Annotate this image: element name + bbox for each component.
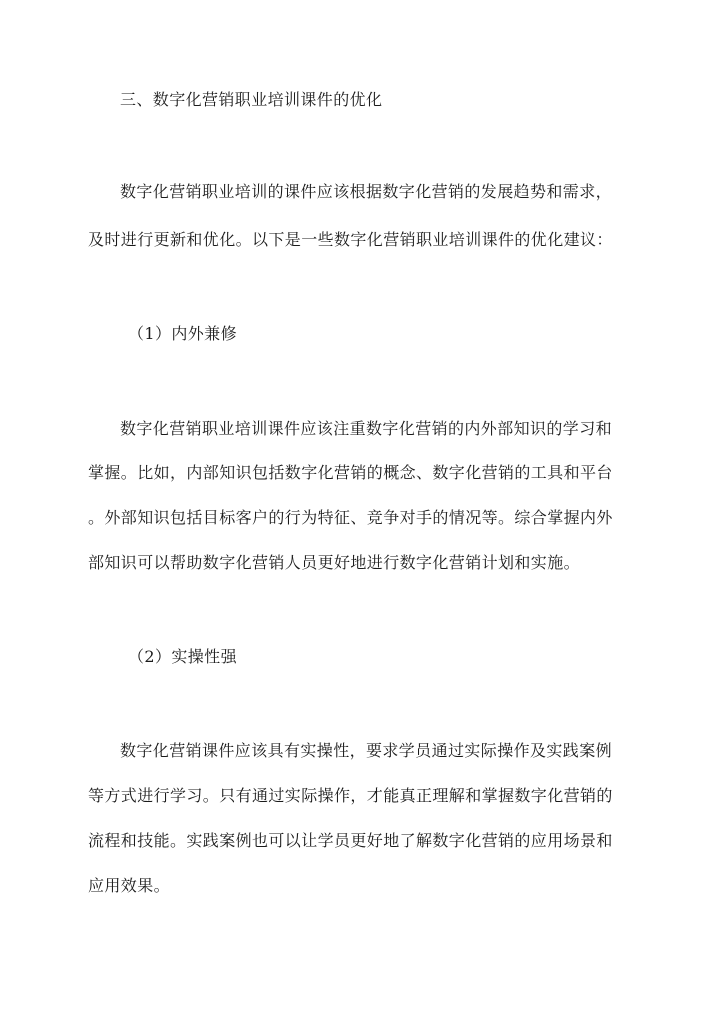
point-1-paragraph-line-4: 部知识可以帮助数字化营销人员更好地进行数字化营销计划和实施。 bbox=[88, 553, 581, 572]
point-2-paragraph-line-1: 数字化营销课件应该具有实操性，要求学员通过实际操作及实践案例 bbox=[120, 741, 613, 760]
section-heading: 三、数字化营销职业培训课件的优化 bbox=[120, 90, 383, 109]
point-1-paragraph-line-1: 数字化营销职业培训课件应该注重数字化营销的内外部知识的学习和 bbox=[120, 419, 613, 438]
point-1-paragraph-line-2: 掌握。比如，内部知识包括数字化营销的概念、数字化营销的工具和平台 bbox=[88, 463, 613, 482]
intro-paragraph-line-1: 数字化营销职业培训的课件应该根据数字化营销的发展趋势和需求， bbox=[120, 182, 613, 201]
point-1-heading: （1）内外兼修 bbox=[128, 324, 237, 343]
point-2-paragraph-line-3: 流程和技能。实践案例也可以让学员更好地了解数字化营销的应用场景和 bbox=[88, 831, 613, 850]
point-2-paragraph-line-4: 应用效果。 bbox=[88, 876, 171, 895]
intro-paragraph-line-2: 及时进行更新和优化。以下是一些数字化营销职业培训课件的优化建议： bbox=[88, 230, 613, 249]
point-2-heading: （2）实操性强 bbox=[128, 647, 237, 666]
point-1-paragraph-line-3: 。外部知识包括目标客户的行为特征、竞争对手的情况等。综合掌握内外 bbox=[88, 508, 613, 527]
point-2-paragraph-line-2: 等方式进行学习。只有通过实际操作，才能真正理解和掌握数字化营销的 bbox=[88, 786, 613, 805]
